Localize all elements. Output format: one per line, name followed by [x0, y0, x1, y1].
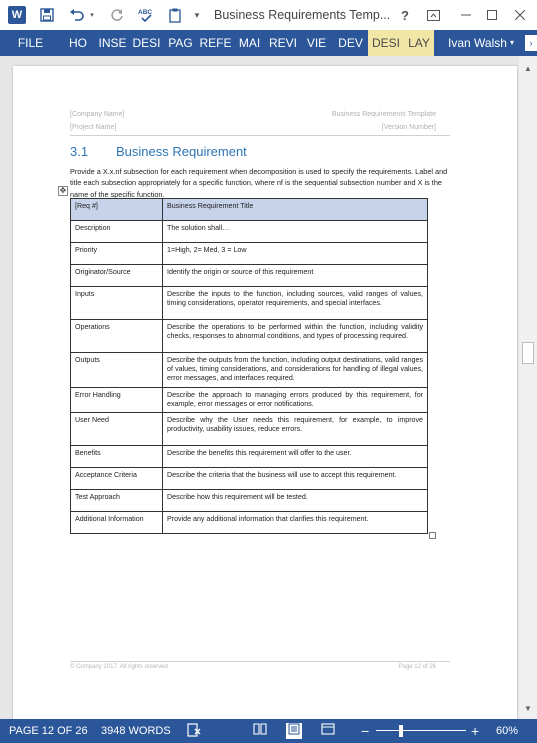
title-bar: [0, 0, 537, 30]
tab-refe[interactable]: REFE: [199, 36, 232, 50]
table-cell-label[interactable]: Originator/Source: [71, 265, 163, 287]
table-cell-value[interactable]: Describe the criteria that the business will use to accept this requirement.: [163, 468, 428, 490]
intro-paragraph: Provide a X.x.nf subsection for each requirement when decomposition is used to specify the requirements. Label and title each subsection appropriately for a specific function, where nf is the sequential subsection number and X is the name of the specific function.: [70, 167, 448, 199]
table-row: [71, 490, 428, 512]
tab-inse[interactable]: INSE: [98, 36, 127, 50]
tab-dev[interactable]: DEV: [338, 36, 363, 50]
tab-file[interactable]: FILE: [0, 30, 61, 56]
scroll-up-icon[interactable]: ▲: [524, 64, 532, 73]
table-cell-value[interactable]: Identify the origin or source of this requirement: [163, 265, 428, 287]
table-cell-value[interactable]: 1=High, 2= Med, 3 = Low: [163, 243, 428, 265]
scroll-down-icon[interactable]: ▼: [524, 704, 532, 713]
tab-mai[interactable]: MAI: [238, 36, 261, 50]
table-header-row: [71, 199, 428, 221]
tab-vie[interactable]: VIE: [306, 36, 327, 50]
table-cell-value[interactable]: The solution shall…: [163, 221, 428, 243]
zoom-slider-thumb[interactable]: [399, 725, 403, 737]
web-layout-icon[interactable]: [320, 723, 336, 739]
redo-icon[interactable]: [108, 6, 126, 24]
zoom-level[interactable]: 60%: [496, 725, 519, 737]
print-layout-icon[interactable]: [286, 723, 302, 739]
scrollbar-thumb[interactable]: [522, 342, 534, 364]
ribbon-scroll-right-icon[interactable]: ›: [525, 35, 537, 51]
footer-page-number: Page 12 of 26: [398, 664, 436, 670]
tab-ho[interactable]: HO: [69, 36, 87, 50]
zoom-slider-track[interactable]: [376, 730, 466, 731]
heading-number: 3.1: [70, 144, 89, 159]
table-row: [71, 243, 428, 265]
customize-toolbar-icon[interactable]: ▾: [194, 9, 200, 20]
table-row: [71, 446, 428, 468]
table-cell-label[interactable]: Inputs: [71, 287, 163, 320]
header-project-name: [Project Name]: [70, 124, 117, 131]
read-mode-icon[interactable]: [252, 723, 268, 739]
window-title: Business Requirements Temp...: [214, 8, 391, 22]
vertical-scrollbar[interactable]: [519, 56, 537, 719]
tab-desi[interactable]: DESI: [132, 36, 161, 50]
table-row: [71, 287, 428, 320]
table-cell-value[interactable]: Describe the outputs from the function, including output destinations, valid ranges of values, timing considerations, and considerations for handling of illegal values, error messages, and interfaces required.: [163, 353, 428, 388]
word-app-icon[interactable]: W: [8, 6, 26, 24]
table-cell-label[interactable]: Description: [71, 221, 163, 243]
zoom-out-button[interactable]: −: [361, 723, 370, 739]
maximize-icon[interactable]: [482, 5, 502, 25]
status-bar: [0, 719, 537, 743]
clipboard-icon[interactable]: [166, 6, 184, 24]
table-row: [71, 353, 428, 388]
zoom-in-button[interactable]: +: [471, 723, 480, 739]
save-icon[interactable]: [38, 6, 56, 24]
help-button[interactable]: ?: [401, 7, 409, 23]
tab-desi[interactable]: DESI: [368, 30, 404, 56]
table-row: [71, 221, 428, 243]
table-resize-handle[interactable]: [429, 532, 436, 539]
table-cell-value[interactable]: Business Requirement Title: [163, 199, 428, 221]
requirement-table[interactable]: [70, 198, 428, 534]
spelling-check-icon[interactable]: [137, 6, 155, 24]
table-cell-label[interactable]: Priority: [71, 243, 163, 265]
table-move-handle-icon[interactable]: ✥: [59, 186, 67, 195]
header-company-name: [Company Name]: [70, 111, 125, 118]
header-version-number: [Version Number]: [381, 124, 436, 131]
user-dropdown-icon[interactable]: ▾: [510, 38, 515, 47]
table-cell-label[interactable]: [Req #]: [71, 199, 163, 221]
table-cell-value[interactable]: Describe how this requirement will be tested.: [163, 490, 428, 512]
table-cell-label[interactable]: Benefits: [71, 446, 163, 468]
word-count[interactable]: 3948 WORDS: [101, 725, 171, 737]
close-icon[interactable]: [510, 5, 530, 25]
table-row: [71, 320, 428, 353]
table-row: [71, 468, 428, 490]
proofing-icon[interactable]: [186, 723, 202, 739]
tab-pag[interactable]: PAG: [168, 36, 193, 50]
page-count[interactable]: PAGE 12 OF 26: [9, 725, 88, 737]
svg-text:ABC: ABC: [138, 9, 153, 16]
table-cell-value[interactable]: Describe why the User needs this requirement, for example, to improve productivity, usability issues, reduce errors.: [163, 413, 428, 446]
ribbon-display-options-icon[interactable]: [423, 5, 443, 25]
table-cell-label[interactable]: Operations: [71, 320, 163, 353]
table-cell-label[interactable]: Additional Information: [71, 512, 163, 534]
table-cell-value[interactable]: Describe the inputs to the function, including sources, valid ranges of values, timing considerations, operator requirements, and special interfaces.: [163, 287, 428, 320]
header-template-name: Business Requirements Template: [331, 111, 436, 118]
tab-lay[interactable]: LAY: [404, 30, 434, 56]
ribbon-tabs: [0, 30, 537, 56]
heading-title: Business Requirement: [116, 144, 247, 159]
table-row: [71, 413, 428, 446]
minimize-icon[interactable]: [456, 5, 476, 25]
table-cell-value[interactable]: Describe the approach to managing errors produced by this requirement, for example, error messages or error notifications.: [163, 387, 428, 412]
document-page[interactable]: [13, 66, 517, 719]
table-row: [71, 387, 428, 412]
document-area[interactable]: [0, 56, 519, 719]
table-cell-label[interactable]: User Need: [71, 413, 163, 446]
table-cell-value[interactable]: Provide any additional information that clarifies this requirement.: [163, 512, 428, 534]
undo-dropdown-icon[interactable]: ▾: [90, 12, 94, 19]
table-cell-value[interactable]: Describe the benefits this requirement will offer to the user.: [163, 446, 428, 468]
table-cell-label[interactable]: Outputs: [71, 353, 163, 388]
user-account[interactable]: Ivan Walsh: [448, 36, 507, 50]
table-cell-label[interactable]: Test Approach: [71, 490, 163, 512]
header-divider: [70, 135, 450, 136]
footer-copyright: © Company 2017. All rights reserved: [70, 664, 168, 670]
table-row: [71, 512, 428, 534]
undo-icon[interactable]: [68, 6, 86, 24]
table-cell-label[interactable]: Acceptance Criteria: [71, 468, 163, 490]
footer-divider: [70, 661, 450, 662]
tab-revi[interactable]: REVI: [268, 36, 297, 50]
table-row: [71, 265, 428, 287]
table-cell-label[interactable]: Error Handling: [71, 387, 163, 412]
table-cell-value[interactable]: Describe the operations to be performed within the function, including validity checks, responses to abnormal conditions, and types of processing required.: [163, 320, 428, 353]
